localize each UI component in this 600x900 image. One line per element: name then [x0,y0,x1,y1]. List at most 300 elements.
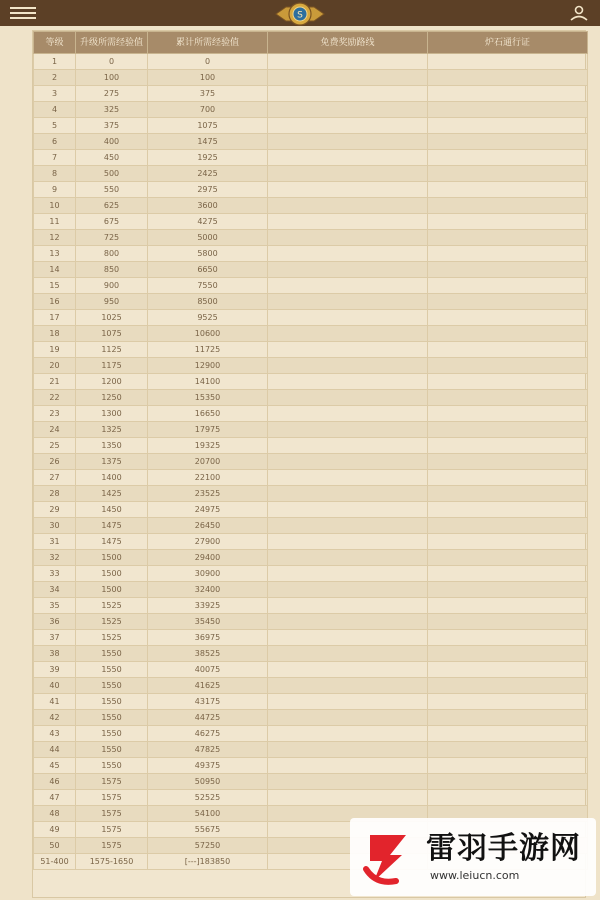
cell-pass-reward [428,406,588,422]
cell-xp-total: 49375 [148,758,268,774]
cell-xp-total: 15350 [148,390,268,406]
table-row [34,406,588,422]
cell-xp-total: 43175 [148,694,268,710]
cell-pass-reward [428,70,588,86]
cell-xp-total: 41625 [148,678,268,694]
cell-level: 12 [34,230,76,246]
cell-pass-reward [428,454,588,470]
cell-pass-reward [428,166,588,182]
cell-xp-total: 9525 [148,310,268,326]
cell-pass-reward [428,214,588,230]
cell-xp-total: 1075 [148,118,268,134]
table-row [34,758,588,774]
cell-xp-to-next: 1575 [76,806,148,822]
cell-xp-to-next: 1500 [76,550,148,566]
cell-level: 50 [34,838,76,854]
table-row [34,198,588,214]
cell-level: 10 [34,198,76,214]
cell-level: 36 [34,614,76,630]
cell-free-reward [268,102,428,118]
table-row [34,598,588,614]
cell-xp-total: 2975 [148,182,268,198]
cell-xp-total: 6650 [148,262,268,278]
cell-pass-reward [428,102,588,118]
hamburger-icon[interactable] [10,7,36,19]
cell-xp-to-next: 950 [76,294,148,310]
cell-xp-total: 7550 [148,278,268,294]
cell-xp-total: 100 [148,70,268,86]
table-row [34,326,588,342]
watermark-url: www.leiucn.com [430,869,520,882]
table-row [34,54,588,70]
cell-level: 24 [34,422,76,438]
cell-free-reward [268,582,428,598]
cell-xp-total: 27900 [148,534,268,550]
cell-pass-reward [428,726,588,742]
cell-pass-reward [428,662,588,678]
table-row [34,134,588,150]
header-level: 等级 [34,32,76,54]
cell-free-reward [268,790,428,806]
cell-xp-total: 23525 [148,486,268,502]
cell-xp-total: 55675 [148,822,268,838]
cell-free-reward [268,134,428,150]
cell-xp-to-next: 725 [76,230,148,246]
table-row [34,310,588,326]
cell-level: 19 [34,342,76,358]
cell-pass-reward [428,550,588,566]
cell-pass-reward [428,326,588,342]
table-row [34,486,588,502]
cell-xp-total: 14100 [148,374,268,390]
cell-xp-to-next: 1300 [76,406,148,422]
user-icon[interactable] [568,4,590,22]
watermark [350,818,596,896]
cell-free-reward [268,422,428,438]
cell-free-reward [268,390,428,406]
cell-xp-to-next: 1550 [76,662,148,678]
cell-level: 1 [34,54,76,70]
cell-pass-reward [428,118,588,134]
cell-xp-to-next: 625 [76,198,148,214]
cell-xp-total: 50950 [148,774,268,790]
cell-level: 28 [34,486,76,502]
cell-xp-to-next: 800 [76,246,148,262]
table-row [34,342,588,358]
cell-xp-total: 46275 [148,726,268,742]
cell-xp-total: 2425 [148,166,268,182]
cell-xp-total: 57250 [148,838,268,854]
cell-xp-to-next: 1025 [76,310,148,326]
cell-free-reward [268,710,428,726]
cell-level: 26 [34,454,76,470]
cell-xp-to-next: 1500 [76,566,148,582]
cell-pass-reward [428,438,588,454]
cell-level: 22 [34,390,76,406]
cell-xp-total: 44725 [148,710,268,726]
cell-level: 9 [34,182,76,198]
cell-pass-reward [428,150,588,166]
cell-level: 47 [34,790,76,806]
svg-text:S: S [297,10,303,21]
cell-xp-to-next: 1575-1650 [76,854,148,870]
cell-pass-reward [428,502,588,518]
cell-xp-total: 47825 [148,742,268,758]
cell-pass-reward [428,678,588,694]
cell-xp-total: 700 [148,102,268,118]
cell-xp-total: 5800 [148,246,268,262]
cell-xp-total: 40075 [148,662,268,678]
cell-level: 5 [34,118,76,134]
cell-level: 16 [34,294,76,310]
cell-level: 11 [34,214,76,230]
cell-level: 51-400 [34,854,76,870]
cell-xp-total: [---]183850 [148,854,268,870]
cell-free-reward [268,598,428,614]
cell-free-reward [268,358,428,374]
cell-pass-reward [428,646,588,662]
cell-free-reward [268,310,428,326]
cell-xp-to-next: 1525 [76,598,148,614]
table-row [34,182,588,198]
cell-level: 48 [34,806,76,822]
table-row [34,646,588,662]
cell-free-reward [268,86,428,102]
cell-xp-total: 375 [148,86,268,102]
table-row [34,694,588,710]
cell-pass-reward [428,246,588,262]
table-row [34,422,588,438]
cell-pass-reward [428,262,588,278]
cell-level: 49 [34,822,76,838]
table-row [34,438,588,454]
cell-level: 27 [34,470,76,486]
cell-xp-to-next: 1525 [76,614,148,630]
cell-xp-to-next: 1175 [76,358,148,374]
cell-free-reward [268,502,428,518]
cell-free-reward [268,166,428,182]
cell-xp-to-next: 1550 [76,726,148,742]
cell-pass-reward [428,294,588,310]
cell-xp-total: 26450 [148,518,268,534]
table-row [34,742,588,758]
cell-pass-reward [428,774,588,790]
cell-xp-total: 54100 [148,806,268,822]
cell-pass-reward [428,390,588,406]
cell-xp-total: 16650 [148,406,268,422]
cell-free-reward [268,214,428,230]
cell-free-reward [268,550,428,566]
cell-level: 7 [34,150,76,166]
table-row [34,166,588,182]
cell-xp-to-next: 1325 [76,422,148,438]
cell-free-reward [268,726,428,742]
cell-xp-to-next: 1400 [76,470,148,486]
cell-level: 44 [34,742,76,758]
cell-xp-total: 1925 [148,150,268,166]
cell-xp-total: 30900 [148,566,268,582]
cell-xp-total: 1475 [148,134,268,150]
table-row [34,550,588,566]
cell-free-reward [268,182,428,198]
cell-xp-to-next: 1550 [76,646,148,662]
cell-free-reward [268,678,428,694]
cell-xp-to-next: 1525 [76,630,148,646]
cell-xp-to-next: 550 [76,182,148,198]
cell-pass-reward [428,278,588,294]
cell-level: 6 [34,134,76,150]
cell-xp-total: 19325 [148,438,268,454]
cell-level: 23 [34,406,76,422]
watermark-title: 雷羽手游网 [426,831,581,866]
cell-xp-to-next: 900 [76,278,148,294]
table-row [34,790,588,806]
cell-pass-reward [428,598,588,614]
cell-xp-to-next: 850 [76,262,148,278]
cell-pass-reward [428,630,588,646]
cell-free-reward [268,326,428,342]
cell-level: 29 [34,502,76,518]
table-row [34,246,588,262]
cell-level: 41 [34,694,76,710]
cell-free-reward [268,198,428,214]
cell-xp-total: 38525 [148,646,268,662]
cell-pass-reward [428,358,588,374]
header-xp-total: 累计所需经验值 [148,32,268,54]
cell-pass-reward [428,86,588,102]
cell-pass-reward [428,198,588,214]
table-row [34,70,588,86]
cell-xp-to-next: 675 [76,214,148,230]
cell-xp-total: 17975 [148,422,268,438]
cell-pass-reward [428,182,588,198]
cell-level: 15 [34,278,76,294]
cell-pass-reward [428,134,588,150]
cell-level: 18 [34,326,76,342]
cell-pass-reward [428,310,588,326]
cell-free-reward [268,614,428,630]
cell-level: 32 [34,550,76,566]
cell-level: 43 [34,726,76,742]
header-tavern-pass: 炉石通行证 [428,32,588,54]
cell-level: 33 [34,566,76,582]
table-row [34,662,588,678]
cell-free-reward [268,118,428,134]
table-row [34,566,588,582]
cell-level: 17 [34,310,76,326]
cell-xp-to-next: 1200 [76,374,148,390]
cell-xp-to-next: 1575 [76,822,148,838]
cell-xp-total: 12900 [148,358,268,374]
cell-pass-reward [428,742,588,758]
reward-track-table-container [32,30,586,898]
cell-pass-reward [428,230,588,246]
cell-xp-to-next: 1550 [76,742,148,758]
cell-xp-to-next: 1375 [76,454,148,470]
cell-free-reward [268,70,428,86]
cell-xp-total: 0 [148,54,268,70]
cell-xp-to-next: 1500 [76,582,148,598]
cell-xp-to-next: 275 [76,86,148,102]
cell-xp-to-next: 100 [76,70,148,86]
cell-xp-to-next: 1075 [76,326,148,342]
cell-free-reward [268,646,428,662]
table-row [34,358,588,374]
cell-pass-reward [428,566,588,582]
table-row [34,726,588,742]
cell-pass-reward [428,582,588,598]
cell-free-reward [268,406,428,422]
table-row [34,518,588,534]
table-row [34,470,588,486]
cell-level: 30 [34,518,76,534]
table-row [34,454,588,470]
cell-level: 40 [34,678,76,694]
cell-level: 21 [34,374,76,390]
cell-xp-to-next: 1350 [76,438,148,454]
cell-free-reward [268,694,428,710]
cell-pass-reward [428,694,588,710]
cell-xp-total: 3600 [148,198,268,214]
header-free-track: 免费奖励路线 [268,32,428,54]
cell-level: 45 [34,758,76,774]
cell-xp-to-next: 1250 [76,390,148,406]
cell-level: 4 [34,102,76,118]
cell-free-reward [268,246,428,262]
cell-level: 37 [34,630,76,646]
cell-xp-to-next: 375 [76,118,148,134]
cell-free-reward [268,278,428,294]
cell-free-reward [268,262,428,278]
cell-level: 25 [34,438,76,454]
cell-free-reward [268,534,428,550]
cell-xp-total: 33925 [148,598,268,614]
table-row [34,214,588,230]
cell-xp-total: 5000 [148,230,268,246]
cell-free-reward [268,566,428,582]
cell-pass-reward [428,422,588,438]
hearthstone-emblem-icon [272,1,328,27]
cell-level: 8 [34,166,76,182]
cell-xp-to-next: 1550 [76,694,148,710]
cell-pass-reward [428,342,588,358]
cell-free-reward [268,470,428,486]
cell-xp-to-next: 1575 [76,774,148,790]
table-row [34,102,588,118]
cell-level: 35 [34,598,76,614]
cell-xp-to-next: 1575 [76,790,148,806]
cell-level: 13 [34,246,76,262]
cell-xp-total: 4275 [148,214,268,230]
cell-pass-reward [428,470,588,486]
cell-level: 20 [34,358,76,374]
cell-free-reward [268,150,428,166]
cell-free-reward [268,374,428,390]
cell-xp-to-next: 1125 [76,342,148,358]
table-row [34,774,588,790]
table-row [34,150,588,166]
cell-xp-to-next: 1475 [76,518,148,534]
cell-free-reward [268,630,428,646]
cell-level: 46 [34,774,76,790]
table-row [34,534,588,550]
cell-level: 31 [34,534,76,550]
cell-xp-total: 35450 [148,614,268,630]
table-row [34,230,588,246]
cell-level: 3 [34,86,76,102]
cell-free-reward [268,518,428,534]
leiyu-logo-icon [356,825,420,889]
cell-xp-total: 32400 [148,582,268,598]
cell-xp-total: 36975 [148,630,268,646]
cell-free-reward [268,454,428,470]
table-row [34,630,588,646]
cell-pass-reward [428,710,588,726]
cell-xp-to-next: 450 [76,150,148,166]
cell-xp-total: 29400 [148,550,268,566]
table-row [34,614,588,630]
cell-xp-total: 52525 [148,790,268,806]
cell-xp-to-next: 1550 [76,758,148,774]
table-body [34,54,588,870]
cell-xp-total: 24975 [148,502,268,518]
cell-level: 14 [34,262,76,278]
cell-level: 42 [34,710,76,726]
cell-xp-to-next: 1550 [76,678,148,694]
cell-free-reward [268,294,428,310]
cell-pass-reward [428,758,588,774]
cell-free-reward [268,758,428,774]
cell-xp-total: 11725 [148,342,268,358]
cell-level: 34 [34,582,76,598]
cell-xp-to-next: 400 [76,134,148,150]
cell-level: 39 [34,662,76,678]
cell-pass-reward [428,374,588,390]
cell-xp-to-next: 1575 [76,838,148,854]
table-header-row [34,32,588,54]
table-row [34,294,588,310]
cell-xp-to-next: 0 [76,54,148,70]
reward-track-table [33,31,588,870]
cell-pass-reward [428,518,588,534]
cell-free-reward [268,742,428,758]
table-row [34,390,588,406]
cell-level: 38 [34,646,76,662]
cell-pass-reward [428,614,588,630]
cell-pass-reward [428,790,588,806]
cell-free-reward [268,342,428,358]
cell-xp-to-next: 1450 [76,502,148,518]
table-row [34,262,588,278]
cell-free-reward [268,438,428,454]
cell-free-reward [268,486,428,502]
cell-free-reward [268,230,428,246]
cell-xp-to-next: 1425 [76,486,148,502]
cell-free-reward [268,662,428,678]
table-row [34,582,588,598]
table-row [34,502,588,518]
cell-xp-to-next: 1475 [76,534,148,550]
cell-xp-to-next: 500 [76,166,148,182]
table-row [34,118,588,134]
cell-xp-to-next: 1550 [76,710,148,726]
cell-level: 2 [34,70,76,86]
cell-free-reward [268,54,428,70]
cell-xp-total: 10600 [148,326,268,342]
cell-pass-reward [428,54,588,70]
header-xp-to-next: 升级所需经验值 [76,32,148,54]
cell-pass-reward [428,486,588,502]
